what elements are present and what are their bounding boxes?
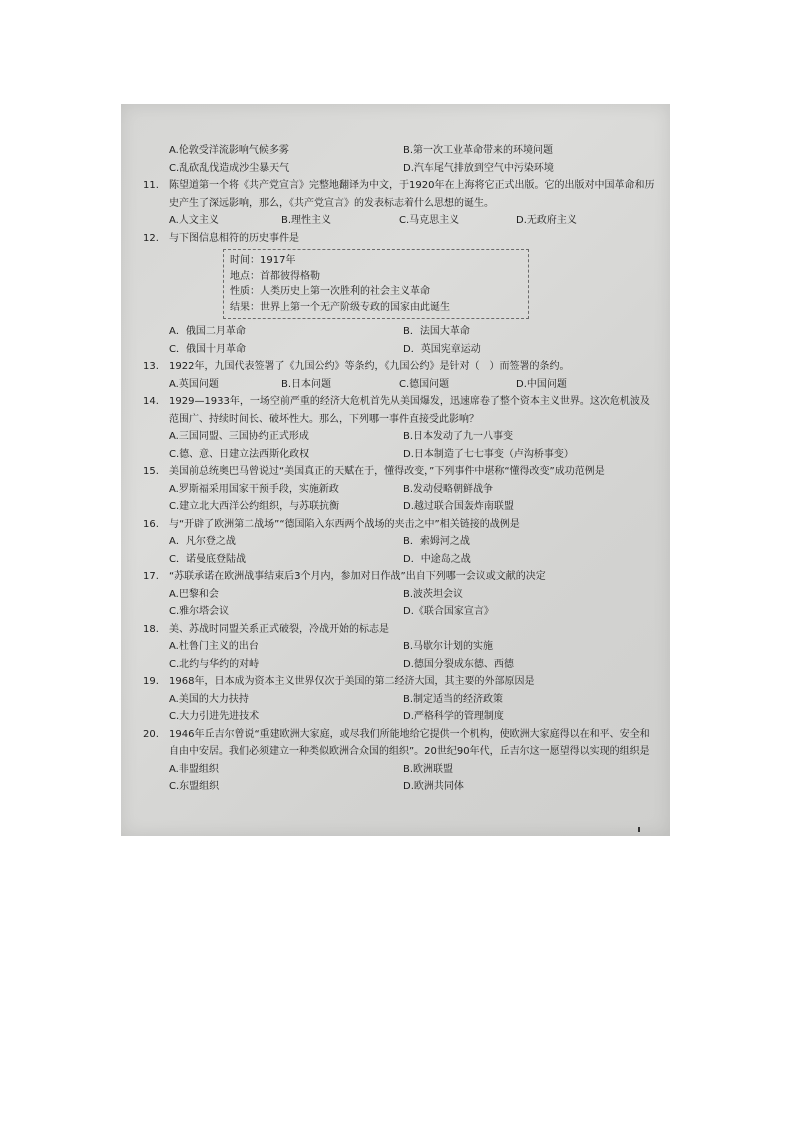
option-a: A.罗斯福采用国家干预手段，实施新政 [169,483,339,495]
option-a: A．凡尔登之战 [169,536,236,547]
q10-option-b: B.第一次工业革命带来的环境问题 [403,145,554,156]
ink-mark [638,827,640,832]
q10-option-c: C.乱砍乱伐造成沙尘暴天气 [169,162,290,174]
option-d: D.越过联合国轰炸南联盟 [403,501,514,512]
question-16 [143,516,655,534]
question-17 [143,568,655,586]
question-number: 18. [143,623,159,635]
info-nature: 性质：人类历史上第一次胜利的社会主义革命 [230,286,430,297]
option-d: D.德国分裂成东德、西德 [403,658,514,670]
option-b: B.日本问题 [281,378,332,390]
question-number: 14. [143,396,159,407]
question-number: 16. [143,518,159,530]
option-b: B.马歇尔计划的实施 [403,641,494,652]
option-d: D.中国问题 [516,378,567,390]
option-b: B.日本发动了九一八事变 [403,431,514,442]
question-stem: 陈望道第一个将《共产党宣言》完整地翻译为中文，于1920年在上海将它正式出版。它的出版对中国革命和历史产生了深远影响，那么，《共产党宣言》的发表标志着什么思想的诞生。 [169,180,655,209]
option-c: C.建立北大西洋公约组织，与苏联抗衡 [169,501,340,512]
question-13 [143,358,655,376]
option-c: C.德、意、日建立法西斯化政权 [169,448,310,460]
question-number: 19. [143,676,159,687]
question-stem: 美国前总统奥巴马曾说过“美国真正的天赋在于，懂得改变，”下列事件中堪称“懂得改变”成功范例是 [169,466,605,477]
option-d: D.日本制造了七七事变（卢沟桥事变） [403,448,574,460]
question-14 [143,393,655,428]
option-d: D.《联合国家宣言》 [403,606,494,617]
option-a: A.人文主义 [169,215,219,226]
option-c: C.马克思主义 [399,215,460,226]
option-d: D.欧洲共同体 [403,781,464,792]
info-place: 地点：首都彼得格勒 [230,270,320,282]
question-stem: 1946年丘吉尔曾说“重建欧洲大家庭，或尽我们所能地给它提供一个机构，使欧洲大家庭得以在和平、安全和自由中安居。我们必须建立一种类似欧洲合众国的组织”。20世纪90年代，丘吉尔这一愿望得以实现的组织是 [169,728,650,757]
question-15 [143,463,655,481]
info-box [223,249,529,319]
question-stem: 与“开辟了欧洲第二战场”“德国陷入东西两个战场的夹击之中”相关链接的战例是 [169,518,520,530]
option-b: B.欧洲联盟 [403,763,454,775]
option-a: A.美国的大力扶持 [169,693,249,705]
question-stem: 1922年，九国代表签署了《九国公约》等条约，《九国公约》是针对（ ）而签署的条约。 [169,361,570,372]
q10-options [143,142,655,177]
question-16-options [143,533,655,568]
question-14-options [143,428,655,463]
option-c: C.大力引进先进技术 [169,711,260,722]
option-a: A.三国同盟、三国协约正式形成 [169,431,309,442]
option-b: B.波茨坦会议 [403,588,464,600]
option-c: C.雅尔塔会议 [169,606,230,617]
question-11-options [143,212,655,230]
question-18 [143,621,655,639]
question-number: 11. [143,180,159,191]
question-stem: 美、苏战时同盟关系正式破裂，冷战开始的标志是 [169,623,389,635]
question-number: 12. [143,232,159,244]
question-number: 20. [143,728,159,740]
option-a: A.杜鲁门主义的出台 [169,641,259,652]
question-19 [143,673,655,691]
question-stem: 与下图信息相符的历史事件是 [169,232,299,244]
option-c: C.北约与华约的对峙 [169,658,260,670]
question-number: 13. [143,361,159,372]
question-12-options [143,323,655,358]
option-b: B.发动侵略朝鲜战争 [403,483,494,495]
option-a: A.非盟组织 [169,763,219,775]
option-c: C.东盟组织 [169,781,220,792]
option-c: C．俄国十月革命 [169,343,246,355]
exam-photo [121,104,670,836]
option-b: B.制定适当的经济政策 [403,693,504,705]
question-19-options [143,691,655,726]
question-17-options [143,586,655,621]
info-time: 时间：1917年 [230,255,296,266]
option-a: A.英国问题 [169,378,219,390]
q10-option-a: A.伦敦受洋流影响气候多雾 [169,145,289,156]
option-d: D.无政府主义 [516,215,577,226]
option-d: D.严格科学的管理制度 [403,711,504,722]
question-stem: 1929—1933年，一场空前严重的经济大危机首先从美国爆发，迅速席卷了整个资本主义世界。这次危机波及范围广、持续时间长、破坏性大。那么，下列哪一事件直接受此影响？ [169,396,650,425]
question-stem: “苏联承诺在欧洲战事结束后3个月内，参加对日作战”出自下列哪一会议或文献的决定 [169,571,546,582]
question-15-options [143,481,655,516]
option-b: B．索姆河之战 [403,536,470,547]
question-18-options [143,638,655,673]
question-12 [143,230,655,248]
option-b: B.理性主义 [281,215,332,226]
option-a: A．俄国二月革命 [169,326,246,337]
question-11 [143,177,655,212]
option-d: D．英国宪章运动 [403,343,481,355]
question-number: 17. [143,571,159,582]
question-20-options [143,761,655,796]
option-b: B．法国大革命 [403,326,470,337]
question-stem: 1968年，日本成为资本主义世界仅次于美国的第二经济大国，其主要的外部原因是 [169,676,535,687]
info-result: 结果：世界上第一个无产阶级专政的国家由此诞生 [230,301,450,313]
option-d: D．中途岛之战 [403,553,471,565]
question-20 [143,726,655,761]
exam-content [143,142,655,796]
question-13-options [143,376,655,394]
q10-option-d: D.汽车尾气排放到空气中污染环境 [403,162,554,174]
question-number: 15. [143,466,159,477]
option-c: C．诺曼底登陆战 [169,553,246,565]
option-a: A.巴黎和会 [169,588,219,600]
option-c: C.德国问题 [399,378,450,390]
